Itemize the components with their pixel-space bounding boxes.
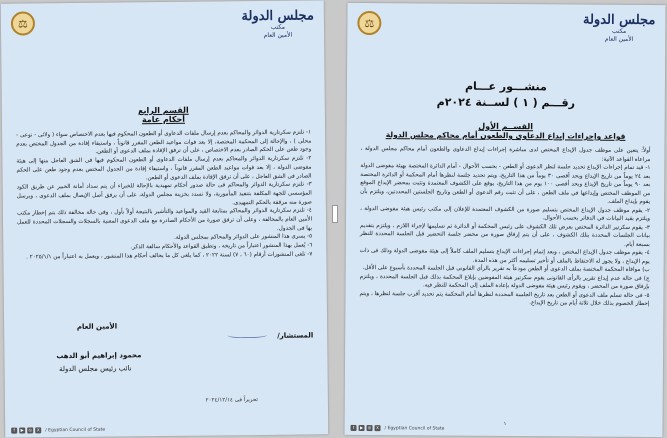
x-icon: X [376, 425, 379, 431]
document-page-right [344, 3, 665, 437]
paragraph: ١- قيد تمام إجراءات الإيداع تحديد جلسة لنظر الدعوى أو الطعن - بحسب الأحوال - أمام الدائرة المختصة بهيئة مفوضى الدولة بعد ٢٤ يوماً من تاريخ الإيداع وبحد أقصى ٣٠ يوماً من هذا التاريخ، ويتم تحديد جلسة لنظرها أمام المحكمة أو الدائرة المختصة بعد ٩٠ يوماً من تاريخ الإيداع وبحد أقصى ١٠٠ يوم من هذا التاريخ، يوقع على الكشوف المعتمدة وتثبت بمحضر الإيداع الموقع من الموظف المختص وإيداعها في ملف الطعن ، على أن تثبت رقم الدعوى أو الطعن وتاريخ الجلستين المحددتين، ويلتزم بأن يقوم بإيداع الملف. [360, 162, 651, 206]
paragraph: ٣- يقوم سكرتير الدائرة المختص بعرض تلك الكشوف على رئيس المحكمة أو الدائرة ثم تسليمها لإجراء اللازم ، ويلتزم بتقديم بيانات الجلسات المحددة بتلك الكشوف ، على أن يتم إرفاق صورة من محضر جلسة التحضير قبل الجلسة المحددة للنظر بسبعة أيام. [359, 222, 650, 248]
advisor-label: المستشار/ [277, 331, 314, 340]
page-footer [11, 424, 322, 433]
page-footer [351, 425, 657, 433]
section-heading [347, 121, 665, 141]
footer-site: / Egyptian Council of State [384, 425, 445, 432]
facebook-icon: f [351, 425, 357, 431]
paragraph: ٧- تلغى المنشورات أرقام (٦٠ ، ٧) لسنة ٢٠٢٢ ، كما يلغى كل ما يخالف أحكام هذا المنشور ، ويعمل به اعتباراً من ٢٠٢٥/١/١ . [26, 251, 313, 261]
signatory-name: محمود إبراهيم أبو الدهب [56, 351, 142, 361]
page-divider-tab [332, 205, 338, 223]
office-sub-label: الأمين العام [604, 35, 634, 43]
issue-date: تحريراً فى ٢٠٢٤/١٢/١٤ [205, 397, 258, 404]
scales-emblem-icon: ⚖ [357, 11, 381, 35]
paragraph: ١- تلتزم سكرتارية الدوائر والمحاكم بعدم إرسال ملفات الدعاوى أو الطعون المحكوم فيها بعدم الاختصاص سواء ( ولائى - نوعى - محلى ) ، والإحالة إلى المحكمة المختصة، إلا بعد فوات مواعيد الطعن المقرر قانوناً ، واستيفاء إفادة من الجدول المختص بعدم وجود طعن على الحكم الصادر بعدم الاختصاص ، على أن ترفق الإفادة بملف الدعوى أو الطعن. [16, 129, 312, 156]
x-icon: X [36, 427, 40, 433]
body-text [16, 128, 312, 262]
letterhead [241, 8, 314, 40]
paragraph: ج) فى حالة عدم إيداع تقرير بالرأى القانونى يقوم سكرتير هيئة المفوضين بإبلاغ المحكمة بذلك قبل الجلسة المحددة ، ويلتزم بإرفاق صورة من المحضر ، ويقوم رئيس هيئة مفوضى الدولة بإعادة الملف إلى المحكمة للنظر فيه. [359, 273, 650, 291]
paragraph: ٢- يقوم موظف جدول الإيداع المختص بتسليم صورة من الكشوف المعتمدة للإعلان إلى مكتب رئيس هيئة مفوضى الدولة ، ويلتزم بقيد البيانات في الدفاتر بحسب الأحوال. [360, 205, 651, 223]
instagram-icon: ◎ [28, 427, 32, 433]
section-subtitle: أحكام عامة [141, 114, 186, 125]
signatory-title: نائب رئيس مجلس الدولة [59, 364, 132, 374]
body-text [359, 145, 650, 309]
paragraph: ٢- تلتزم سكرتارية الدوائر والمحاكم بعدم إرسال ملفات الدعاوى أو الطعون المحكوم فيها فى الشق العاجل منها إلى هيئة مفوضى الدولة ، إلا بعد فوات مواعيد الطعن المقرر قانوناً ، واستيفاء إفادة من الجدول المختص بعدم وجود طعن على الحكم الصادر فى الشق العاجل ، على أن ترفق الإفادة بملف الدعوى أو الطعن. [16, 155, 312, 181]
page-number: ١ [503, 420, 507, 428]
section-title: القسم الرابع [137, 105, 189, 116]
paragraph: أولاً: يتعين على موظف جدول الإيداع المختص لدى مباشرة إجراءات إيداع الدعاوى والطعون أمام محاكم مجلس الدولة ، مراعاة القواعد الآتية: [360, 145, 651, 163]
council-name: مجلس الدولة [582, 12, 656, 29]
paragraph: ٥- يسرى هذا المنشور على الدوائر والمحاكم بمجلس الدولة. [174, 233, 313, 242]
office-label: مكتب [270, 23, 285, 31]
document-page-left [1, 0, 329, 437]
office-label: مكتب [611, 27, 627, 35]
circular-title: منشـــور عـــام [464, 79, 547, 94]
letterhead [583, 13, 656, 45]
youtube-icon: ▶ [359, 424, 364, 431]
paragraph: ٣- تلتزم سكرتارية الدوائر والمحاكم فى حالة صدور أحكام تمهيدية بالإحالة للخبراء أن يتم سداد أمانة الخبير عن طريق الكود المؤسسى للجهة المكلفة بتنفيذ المأمورية، ولا تسدد بخزينة مجلس الدولة، على أن يرفق أصل الإيصال بملف الدعوى ، ويرسل صورة منه مرفقة بالحكم التمهيدى. [16, 181, 312, 206]
section-subtitle: قواعد وإجراءات إيداع الدعاوى والطعون أمام محاكم مجلس الدولة [385, 130, 626, 141]
section-title: القســم الأول [478, 121, 534, 132]
instagram-icon: ◎ [367, 425, 372, 431]
youtube-icon: ▶ [20, 427, 24, 433]
handwritten-signature [227, 330, 267, 338]
paragraph: ٤- يقوم موظف جدول الإيداع المختص ، وبعد إتمام إجراءات الإيداع بتسليم الملف كاملاً إلى هيئة مفوضى الدولة وذلك فى ذات يوم الإيداع ، ولا يجوز له الاحتفاظ بالملف أو تأخير تسليمه أكثر من هذه المدة. [359, 247, 650, 265]
facebook-icon: f [11, 428, 17, 434]
paragraph: ٥- فى حالة تسلم ملف الدعوى أو الطعن بعد تاريخ الجلسة المحددة لنظرها أمام المحكمة يتم تحديد أقرب جلسة لنظرها ، ويتم إخطار الخصوم بذلك خلال ثلاثة أيام من تاريخ الإيداع. [359, 290, 650, 308]
circular-number: رقـــم ( ١ ) لســنة ٢٠٢٤م [436, 95, 576, 110]
council-name: مجلس الدولة [241, 8, 314, 25]
signature-role: الأمين العام [76, 322, 118, 331]
scales-emblem-icon: ⚖ [11, 11, 35, 35]
paragraph: ٦- يُعمل بهذا المنشور اعتباراً من تاريخه ، وتطبق القواعد والأحكام سالفة الذكر. [130, 242, 313, 251]
office-sub-label: الأمين العام [263, 31, 293, 39]
paragraph: ٤- تلتزم سكرتارية الدوائر والمحاكم بمتابعة القيد والمواعيد والتأشير بالنتيجة أولاً بأول ، وفى حالة مخالفة ذلك يتم إخطار مكتب الأمين العام بالمخالفة ، وعلى أن ترفق صورة من الأحكام الصادرة مع ملف الدعوى المعنية بالسجلات والسجلات المحددة للعمل بها فى الجدول. [16, 207, 313, 232]
footer-site: / Egyptian Council of State [45, 427, 106, 433]
section-heading [2, 104, 325, 125]
paragraph: ب) موافاة المحكمة المختصة بملف الدعوى أو الطعن مودعاً به تقرير بالرأى القانونى قبل الجلسة المحددة بأسبوع على الأقل. [362, 265, 650, 274]
